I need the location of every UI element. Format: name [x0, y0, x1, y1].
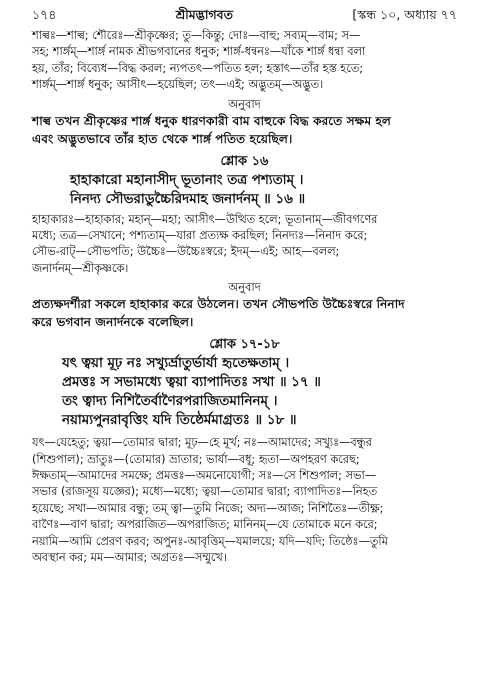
verse-line: যৎ ত্বয়া মূঢ় নঃ সখ্যুর্ভ্রাতুর্ভার্যা হৃতেক্ষতাম্ । — [62, 355, 290, 372]
verse-line: নয়াম্যপুনরাবৃত্তিং যদি তিষ্ঠের্মমাগ্রতঃ ॥ ১৮ ॥ — [62, 412, 297, 429]
verse-title-16: শ্লোক ১৬ — [220, 153, 269, 169]
text-line: অবস্থান কর; মম—আমার; অগ্রতঃ—সম্মুখে। — [32, 551, 227, 565]
page-number: ১৭৪ — [32, 7, 57, 22]
text-line: (শিশুপাল); ভ্রাতুঃ—(তোমার) ভ্রাতার; ভার্যা—বধূ; হৃতা—অপহরণ করেছ; — [32, 452, 360, 466]
word-meanings-16 — [32, 212, 457, 278]
text-line: হয়, তাঁর; বিব্যেধ—বিদ্ধ করল; ন্যপতৎ—পতিত হল; হস্তাৎ—তাঁর হস্ত হতে; — [32, 61, 364, 75]
translation-16 — [32, 295, 457, 331]
text-line: সভার (রাজসূয় যজ্ঞের); মধ্যে—মধ্যে; ত্বয়া—তোমার দ্বারা; ব্যাপাদিতঃ—নিহত — [32, 485, 378, 499]
text-line: প্রত্যক্ষদর্শীরা সকলে হাহাকার করে উঠলেন। তখন সৌভপতি উচ্চৈঃস্বরে নিনাদ — [32, 297, 405, 312]
text-line: যৎ—যেহেতু; ত্বয়া—তোমার দ্বারা; মূঢ়—হে মূর্খ; নঃ—আমাদের; সখ্যুঃ—বন্ধুর — [32, 436, 372, 450]
text-line: বাণৈঃ—বাণ দ্বারা; অপরাজিত—অপরাজিত; মানিনম্—যে তোমাকে মনে করে; — [32, 518, 378, 532]
canto-chapter: [স্কন্ধ ১০, অধ্যায় ৭৭ — [352, 7, 457, 22]
word-meanings-15 — [32, 28, 457, 94]
verse-text-17-18 — [32, 354, 457, 430]
text-line: সহ; শার্ঙ্গম্—শার্ঙ্গ নামক শ্রীভগবানের ধনুক; শার্ঙ্গ-ধন্বনঃ—যাঁকে শার্ঙ্গ ধন্বা বলা — [32, 45, 366, 59]
verse-line: নিনদ্য সৌভরাডুচ্চৈরিদমাহ জনার্দনম্ ॥ ১৬ ॥ — [70, 190, 306, 207]
text-line: সৌভ-রাট্—সৌভপতি; উচ্চৈঃ—উচ্চৈঃস্বরে; ইদম্—এই; আহ—বলল; — [32, 245, 340, 259]
verse-line: প্রমত্তঃ স সভামধ্যে ত্বয়া ব্যাপাদিতঃ সখা ॥ ১৭ ॥ — [62, 374, 321, 391]
translation-heading: অনুবাদ — [228, 96, 261, 111]
text-line: শাল্ব তখন শ্রীকৃষ্ণের শার্ঙ্গ ধনুক ধারণকারী বাম বাহুকে বিদ্ধ করতে সক্ষম হল — [32, 113, 392, 128]
verse-line: হাহাকারো মহানাসীদ্ ভূতানাং তত্র পশ্যতাম্ । — [70, 171, 304, 188]
word-meanings-17-18 — [32, 435, 457, 566]
verse-title-17-18: শ্লোক ১৭-১৮ — [209, 337, 280, 353]
text-line: এবং অদ্ভুতভাবে তাঁর হাত থেকে শার্ঙ্গ পতিত হয়েছিল। — [32, 131, 293, 146]
text-line: জনার্দনম্—শ্রীকৃষ্ণকে। — [32, 261, 129, 275]
text-line: মধ্যে; তত্র—সেখানে; পশ্যতাম্—যারা প্রত্যক্ষ করছিল; নিনদ্যঃ—নিনাদ করে; — [32, 229, 368, 243]
verse-text-16 — [32, 171, 457, 209]
text-line: শার্ঙ্গম্—শার্ঙ্গ ধনুক; আসীৎ—হয়েছিল; তৎ—এই; অদ্ভুতম্—অদ্ভুত। — [32, 78, 324, 92]
verse-line: তং ত্বাদ্য নিশিতৈর্বাণৈরপরাজিতমানিনম্ । — [62, 393, 278, 410]
text-line: হয়েছে; সখা—আমার বন্ধু; তম্ ত্বা—তুমি নিজে; অদ্য—আজ; নিশিতৈঃ—তীক্ষ্ণ; — [32, 501, 384, 515]
translation-heading: অনুবাদ — [228, 280, 261, 295]
text-line: শাল্বঃ—শাল্ব; শৌরেঃ—শ্রীকৃষ্ণের; তু—কিন্তু; দোঃ—বাহু; সব্যম্—বাম; স— — [32, 29, 361, 42]
text-line: নয়ামি—আমি প্রেরণ করব; অপুনঃ-আবৃত্তিম্—যমালয়ে; যদি—যদি; তিষ্ঠেঃ—তুমি — [32, 534, 388, 548]
page-header — [32, 6, 457, 28]
book-title: শ্রীমদ্ভাগবত — [175, 7, 234, 22]
translation-15 — [32, 112, 457, 148]
text-line: হাহাকারঃ—হাহাকার; মহান্—মহা; আসীৎ—উত্থিত হলে; ভূতানাম্—জীবগণের — [32, 212, 378, 226]
text-line: করে ভগবান জনার্দনকে বলেছিল। — [32, 315, 194, 330]
text-line: ঈক্ষতাম্—আমাদের সমক্ষে; প্রমত্তঃ—অমনোযোগী; সঃ—সে শিশুপাল; সভা— — [32, 469, 377, 483]
